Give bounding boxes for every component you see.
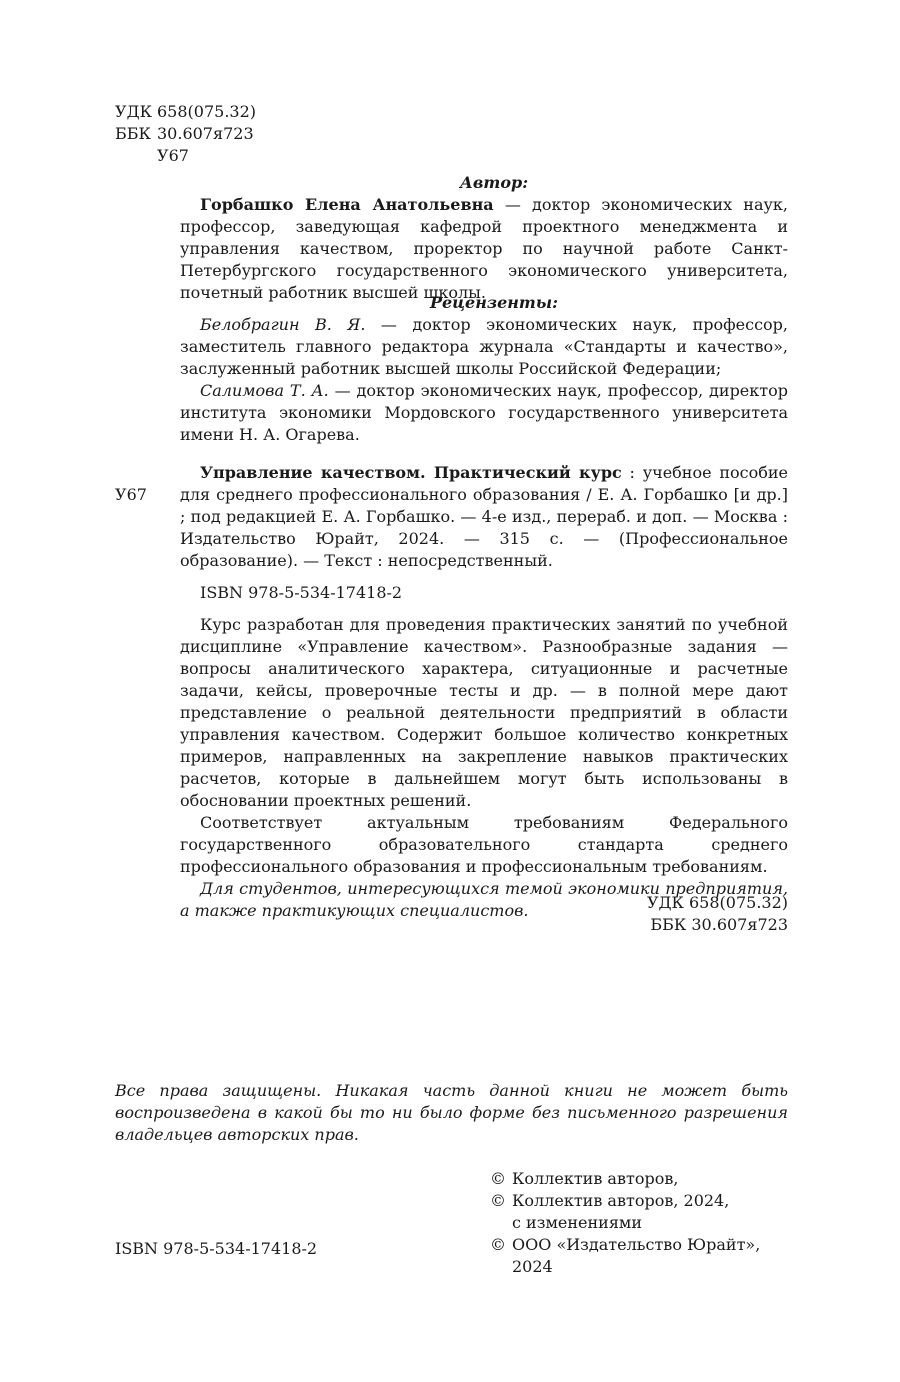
copyright-line — [490, 1168, 790, 1190]
udk-label: УДК — [115, 102, 152, 121]
author-heading: Автор: — [459, 173, 529, 192]
classification-codes — [115, 101, 256, 167]
author-mark-top: У67 — [157, 146, 189, 165]
copyright-line — [490, 1190, 790, 1234]
reviewer-name: Салимова Т. А. — [200, 381, 329, 400]
copyright-icon: © — [490, 1235, 506, 1254]
copyright-text: с изменениями — [512, 1213, 643, 1232]
bbk-label: ББК — [115, 124, 151, 143]
abstract — [180, 614, 788, 922]
audience-note: Для студентов, интересующихся темой экономики предприятия, а также практикующих специалистов. — [180, 879, 788, 920]
reviewer-description: — доктор экономических наук, профессор, заместитель главного редактора журнала «Стандарты и качество», заслуженный работник высшей школы Российской Федерации; — [180, 315, 789, 378]
isbn-bottom: ISBN 978-5-534-17418-2 — [115, 1239, 318, 1258]
book-details: : учебное пособие для среднего профессионального образования / Е. А. Горбашко [и др.] ; под редакцией Е. А. Горбашко. — 4-е изд., перераб. и доп. — Москва : Издательство Юрайт, 2024. — 315 с. — (Профессиональное образование). — Текст : непосредственный. — [180, 463, 788, 570]
book-description — [180, 462, 788, 572]
bbk-value: 30.607я723 — [157, 124, 254, 143]
book-title: Управление качеством. Практический курс — [200, 463, 622, 482]
reviewer-item — [180, 314, 788, 380]
isbn-line: ISBN 978-5-534-17418-2 — [200, 583, 403, 602]
bbk-row — [115, 123, 256, 145]
author-name: Горбашко Елена Анатольевна — [200, 195, 494, 214]
copyright-icon: © — [490, 1169, 506, 1188]
bbk-right: ББК 30.607я723 — [650, 915, 788, 934]
reviewer-description: — доктор экономических наук, профессор, директор института экономики Мордовского государственного университета имени Н. А. Огарева. — [180, 381, 788, 444]
classification-codes-right — [500, 892, 788, 936]
reviewer-name: Белобрагин В. Я. — [200, 315, 366, 334]
copyright-block — [490, 1168, 790, 1278]
reviewers-heading: Рецензенты: — [429, 293, 559, 312]
copyright-line — [490, 1234, 790, 1278]
author-description: — доктор экономических наук, профессор, заведующая кафедрой проектного менеджмента и управления качеством, проректор по научной работе Санкт-Петербургского государственного экономического университета, почетный работник высшей школы. — [180, 195, 789, 302]
copyright-text: Коллектив авторов, — [512, 1169, 679, 1188]
udk-right: УДК 658(075.32) — [646, 893, 788, 912]
abstract-paragraph: Курс разработан для проведения практических занятий по учебной дисциплине «Управление качеством». Разнообразные задания — вопросы аналитического характера, ситуационные и расчетные задачи, кейсы, проверочные тесты и др. — в полной мере дают представление о реальной деятельности предприятий в области управления качеством. Содержит большое количество конкретных примеров, направленных на закрепление навыков практических расчетов, которые в дальнейшем могут быть использованы в обосновании проектных решений. — [180, 615, 788, 810]
abstract-paragraph: Соответствует актуальным требованиям Федерального государственного образовательного стандарта среднего профессионального образования и профессиональным требованиям. — [180, 813, 788, 876]
udk-row — [115, 101, 256, 123]
author-paragraph — [180, 194, 788, 304]
rights-notice: Все права защищены. Никакая часть данной книги не может быть воспроизведена в какой бы то ни было форме без письменного разрешения владельцев авторских прав. — [115, 1081, 788, 1144]
reviewers-list — [180, 314, 788, 446]
copyright-text: ООО «Издательство Юрайт», 2024 — [512, 1235, 761, 1276]
udk-value: 658(075.32) — [157, 102, 257, 121]
reviewer-item — [180, 380, 788, 446]
author-mark-side: У67 — [115, 485, 147, 504]
copyright-icon: © — [490, 1191, 506, 1210]
copyright-text: Коллектив авторов, 2024, — [512, 1191, 730, 1210]
